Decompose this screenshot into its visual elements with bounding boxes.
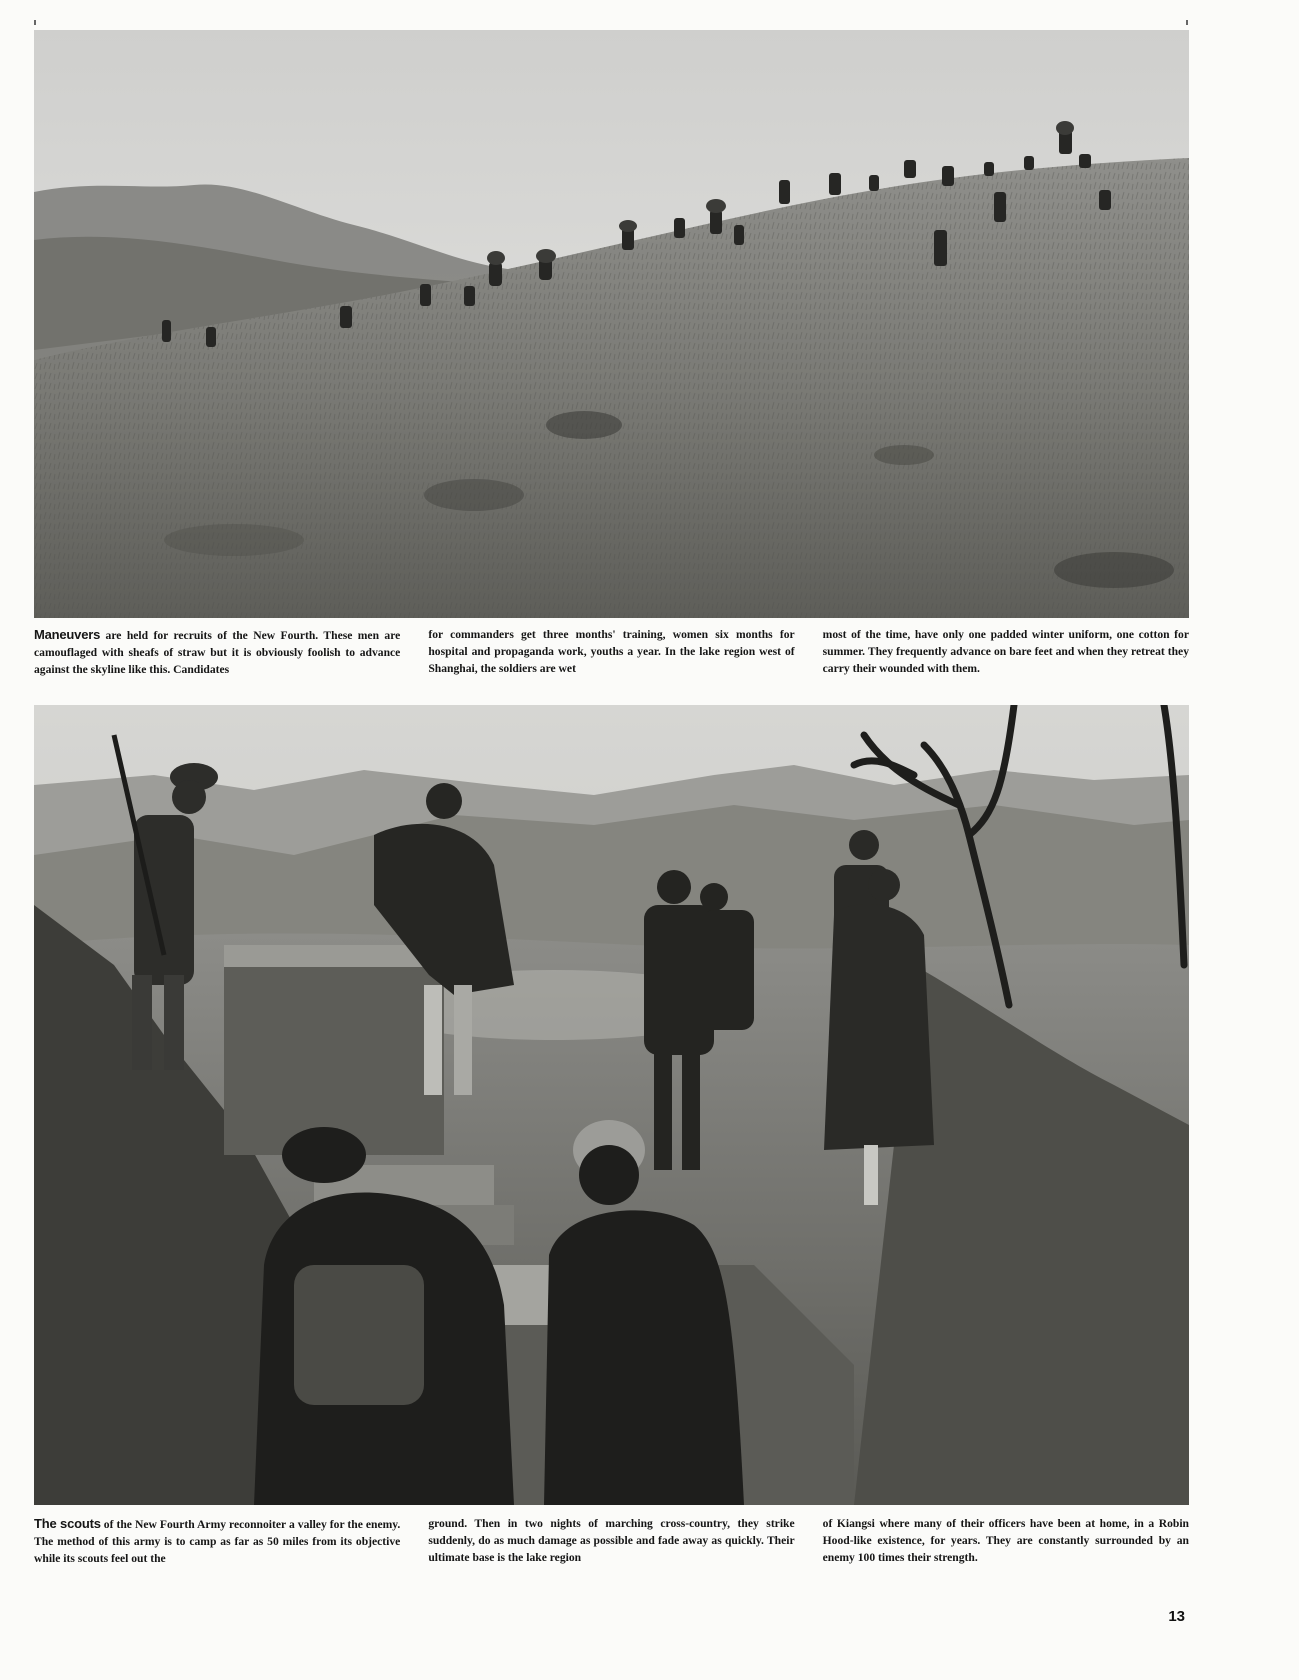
caption-text: for commanders get three months' training, women six months for hospital and propaganda work, youths a year. In the lake region west of Shanghai, the soldiers are wet <box>428 628 795 675</box>
caption-text: are held for recruits of the New Fourth. These men are camouflaged with sheafs of straw but it is obviously foolish to advance against the skyline like this. Candidates <box>34 629 401 676</box>
caption-text: of Kiangsi where many of their officers have been at home, in a Robin Hood-like existence, for years. They are constantly surrounded by an enemy 100 times their strength. <box>822 1517 1189 1564</box>
page-number: 13 <box>1168 1608 1185 1625</box>
crop-mark-right <box>1186 20 1188 25</box>
crop-mark-left <box>34 20 36 25</box>
caption-lead: The scouts <box>34 1516 101 1531</box>
caption-column <box>823 1515 1189 1567</box>
photo-scouts-valley <box>34 705 1189 1505</box>
caption-column <box>34 1515 400 1567</box>
photo-maneuvers-hillside <box>34 30 1189 618</box>
caption-text: ground. Then in two nights of marching cross-country, they strike suddenly, do as much damage as possible and fade away as quickly. Their ultimate base is the lake region <box>428 1517 795 1564</box>
caption-column <box>428 1515 794 1567</box>
caption-scouts <box>34 1515 1189 1567</box>
caption-maneuvers <box>34 626 1189 678</box>
caption-column <box>428 626 794 678</box>
caption-text: of the New Fourth Army reconnoiter a valley for the enemy. The method of this army is to camp as far as 50 miles from its objective while its scouts feel out the <box>34 1518 401 1565</box>
caption-column <box>823 626 1189 678</box>
caption-lead: Maneuvers <box>34 627 101 642</box>
caption-column <box>34 626 400 678</box>
caption-text: most of the time, have only one padded winter uniform, one cotton for summer. They frequently advance on bare feet and when they retreat they carry their wounded with them. <box>822 628 1189 675</box>
